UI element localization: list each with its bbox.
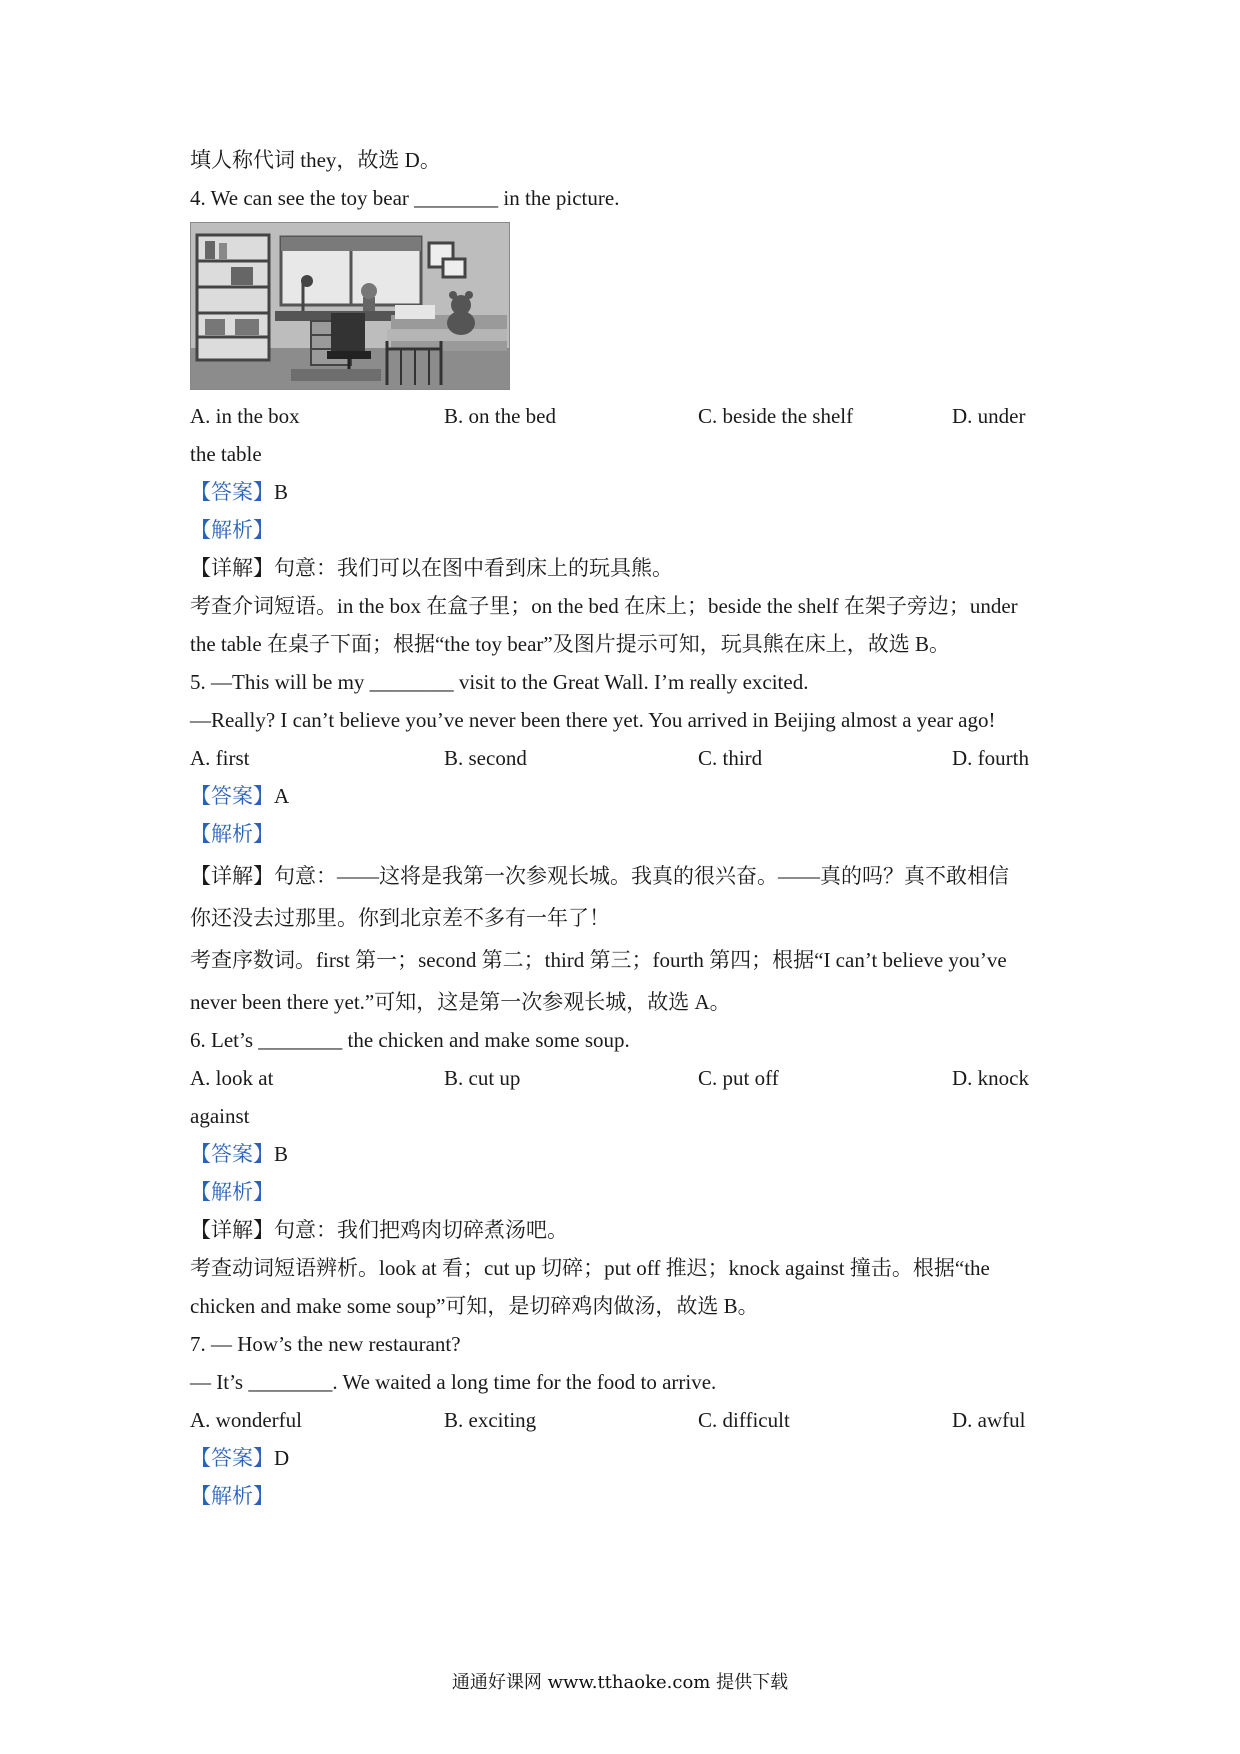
- text-line: 填人称代词 they，故选 D。: [190, 148, 441, 172]
- option-a: A. look at: [190, 1066, 274, 1090]
- explanation-line: 考查介词短语。in the box 在盒子里；on the bed 在床上；beside the shelf 在架子旁边；under: [190, 594, 1018, 618]
- option-c: C. third: [698, 746, 763, 770]
- option-d: D. fourth: [952, 746, 1029, 770]
- option-wrap: the table: [190, 442, 262, 466]
- detail-line: 【详解】句意：我们把鸡肉切碎煮汤吧。: [190, 1218, 568, 1242]
- answer-tag: 【答案】: [190, 784, 274, 808]
- option-d: D. under: [952, 404, 1026, 428]
- answer-line: [190, 480, 1070, 504]
- answer-line: [190, 1446, 1070, 1470]
- answer-line: [190, 784, 1070, 808]
- option-d: D. awful: [952, 1408, 1026, 1432]
- detail-line: 【详解】句意：——这将是我第一次参观长城。我真的很兴奋。——真的吗？真不敢相信: [190, 864, 1009, 888]
- document-page: [190, 148, 1070, 1508]
- question-4: 4. We can see the toy bear ________ in the picture.: [190, 186, 620, 210]
- answer-tag: 【答案】: [190, 480, 274, 504]
- question-5: 5. —This will be my ________ visit to the Great Wall. I’m really excited.: [190, 670, 809, 694]
- question-6-options: [190, 1066, 1070, 1090]
- question-7: 7. — How’s the new restaurant?: [190, 1332, 461, 1356]
- option-b: B. cut up: [444, 1066, 521, 1090]
- answer-tag: 【答案】: [190, 1446, 274, 1470]
- answer-value: D: [274, 1446, 290, 1470]
- analysis-tag: 【解析】: [190, 1484, 274, 1508]
- option-c: C. difficult: [698, 1408, 790, 1432]
- explanation-line: 考查序数词。first 第一；second 第二；third 第三；fourth 第四；根据“I can’t believe you’ve: [190, 948, 1007, 972]
- answer-line: [190, 1142, 1070, 1166]
- answer-value: B: [274, 1142, 289, 1166]
- option-a: A. wonderful: [190, 1408, 302, 1432]
- option-b: B. second: [444, 746, 527, 770]
- question-6: 6. Let’s ________ the chicken and make some soup.: [190, 1028, 630, 1052]
- analysis-tag: 【解析】: [190, 1180, 274, 1204]
- bedroom-picture: [190, 222, 510, 390]
- answer-value: A: [274, 784, 290, 808]
- analysis-tag: 【解析】: [190, 518, 274, 542]
- question-7-reply: — It’s ________. We waited a long time for the food to arrive.: [190, 1370, 717, 1394]
- option-a: A. first: [190, 746, 250, 770]
- option-b: B. on the bed: [444, 404, 556, 428]
- explanation-line: 考查动词短语辨析。look at 看；cut up 切碎；put off 推迟；knock against 撞击。根据“the: [190, 1256, 990, 1280]
- option-wrap: against: [190, 1104, 250, 1128]
- question-5-options: [190, 746, 1070, 770]
- analysis-tag: 【解析】: [190, 822, 274, 846]
- option-b: B. exciting: [444, 1408, 537, 1432]
- answer-value: B: [274, 480, 289, 504]
- option-a: A. in the box: [190, 404, 300, 428]
- option-d: D. knock: [952, 1066, 1029, 1090]
- question-5-reply: —Really? I can’t believe you’ve never been there yet. You arrived in Beijing almost a year ago!: [190, 708, 996, 732]
- explanation-line: never been there yet.”可知，这是第一次参观长城，故选 A。: [190, 990, 731, 1014]
- question-7-options: [190, 1408, 1070, 1432]
- option-c: C. beside the shelf: [698, 404, 854, 428]
- option-c: C. put off: [698, 1066, 779, 1090]
- answer-tag: 【答案】: [190, 1142, 274, 1166]
- page-footer: 通通好课网 www.tthaoke.com 提供下载: [451, 1672, 789, 1693]
- explanation-line: chicken and make some soup”可知，是切碎鸡肉做汤，故选 B。: [190, 1294, 759, 1318]
- detail-line: 【详解】句意：我们可以在图中看到床上的玩具熊。: [190, 556, 673, 580]
- explanation-line: the table 在桌子下面；根据“the toy bear”及图片提示可知，玩具熊在床上，故选 B。: [190, 632, 950, 656]
- detail-line: 你还没去过那里。你到北京差不多有一年了！: [190, 906, 610, 930]
- question-4-options: [190, 404, 1070, 428]
- bedroom-illustration: [191, 223, 509, 389]
